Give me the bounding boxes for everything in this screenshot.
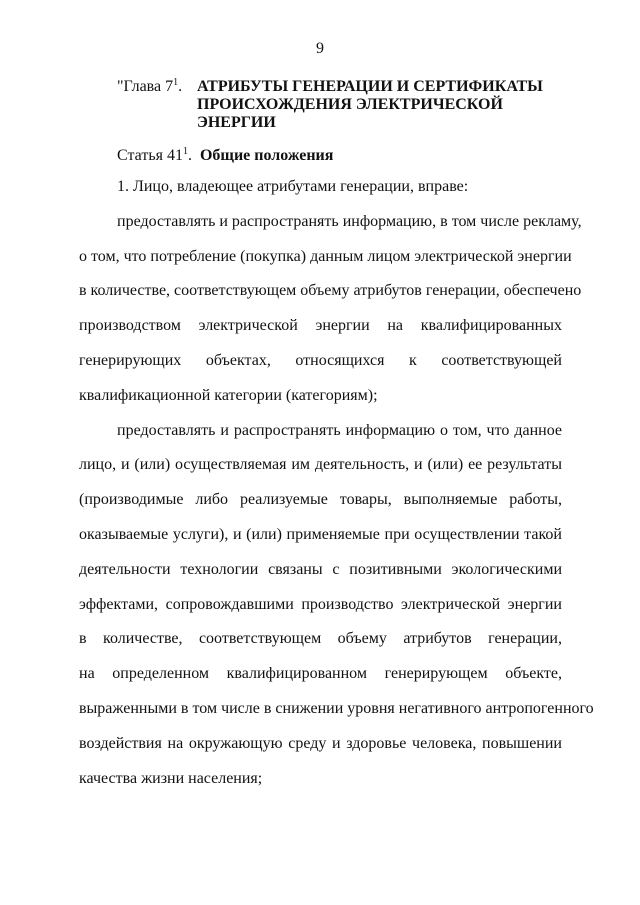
paragraph-line: генерирующих объектах, относящихся к соответствующей <box>79 351 562 369</box>
chapter-label-suffix: . <box>178 78 183 95</box>
chapter-label-text: "Глава 7 <box>117 78 174 95</box>
paragraph-line: 1. Лицо, владеющее атрибутами генерации, вправе: <box>117 178 469 195</box>
article-body <box>79 178 594 804</box>
paragraph-line: квалификационной категории (категориям); <box>79 386 378 404</box>
paragraph-line: воздействия на окружающую среду и здоровье человека, повышении <box>79 734 562 752</box>
chapter-title: АТРИБУТЫ ГЕНЕРАЦИИ И СЕРТИФИКАТЫ ПРОИСХОЖДЕНИЯ ЭЛЕКТРИЧЕСКОЙ ЭНЕРГИИ <box>197 78 543 131</box>
paragraph-line: эффектами, сопровождавшими производство электрической энергии <box>79 595 562 613</box>
paragraph-line: выраженными в том числе в снижении уровня негативного антропогенного <box>79 699 594 717</box>
paragraph-line: на определенном квалифицированном генерирующем объекте, <box>79 665 562 683</box>
paragraph-line: оказываемые услуги), и (или) применяемые при осуществлении такой <box>79 525 562 543</box>
paragraph-line: лицо, и (или) осуществляемая им деятельность, и (или) ее результаты <box>79 456 562 474</box>
chapter-label <box>117 78 182 96</box>
paragraph-line: предоставлять и распространять информацию, в том числе рекламу, <box>117 212 582 230</box>
paragraph-line: в количестве, соответствующем объему атрибутов генерации, обеспечено <box>79 282 582 300</box>
article-label-superscript: 1 <box>182 146 188 157</box>
article-heading <box>117 147 333 165</box>
article-label-suffix: . <box>187 147 192 164</box>
paragraph-line: деятельности технологии связаны с позитивными экологическими <box>79 560 562 578</box>
paragraph-line: предоставлять и распространять информацию о том, что данное <box>117 421 562 439</box>
paragraph-line: в количестве, соответствующем объему атрибутов генерации, <box>79 630 562 648</box>
article-title: Общие положения <box>199 147 334 164</box>
paragraph-line: производством электрической энергии на квалифицированных <box>79 317 562 335</box>
paragraph-line: (производимые либо реализуемые товары, выполняемые работы, <box>79 491 562 509</box>
chapter-label-superscript: 1 <box>173 77 179 88</box>
paragraph-line: качества жизни населения; <box>79 769 263 787</box>
paragraph-line: о том, что потребление (покупка) данным лицом электрической энергии <box>79 247 572 265</box>
page-number: 9 <box>316 40 324 57</box>
article-label: Статья 41 <box>117 147 183 164</box>
